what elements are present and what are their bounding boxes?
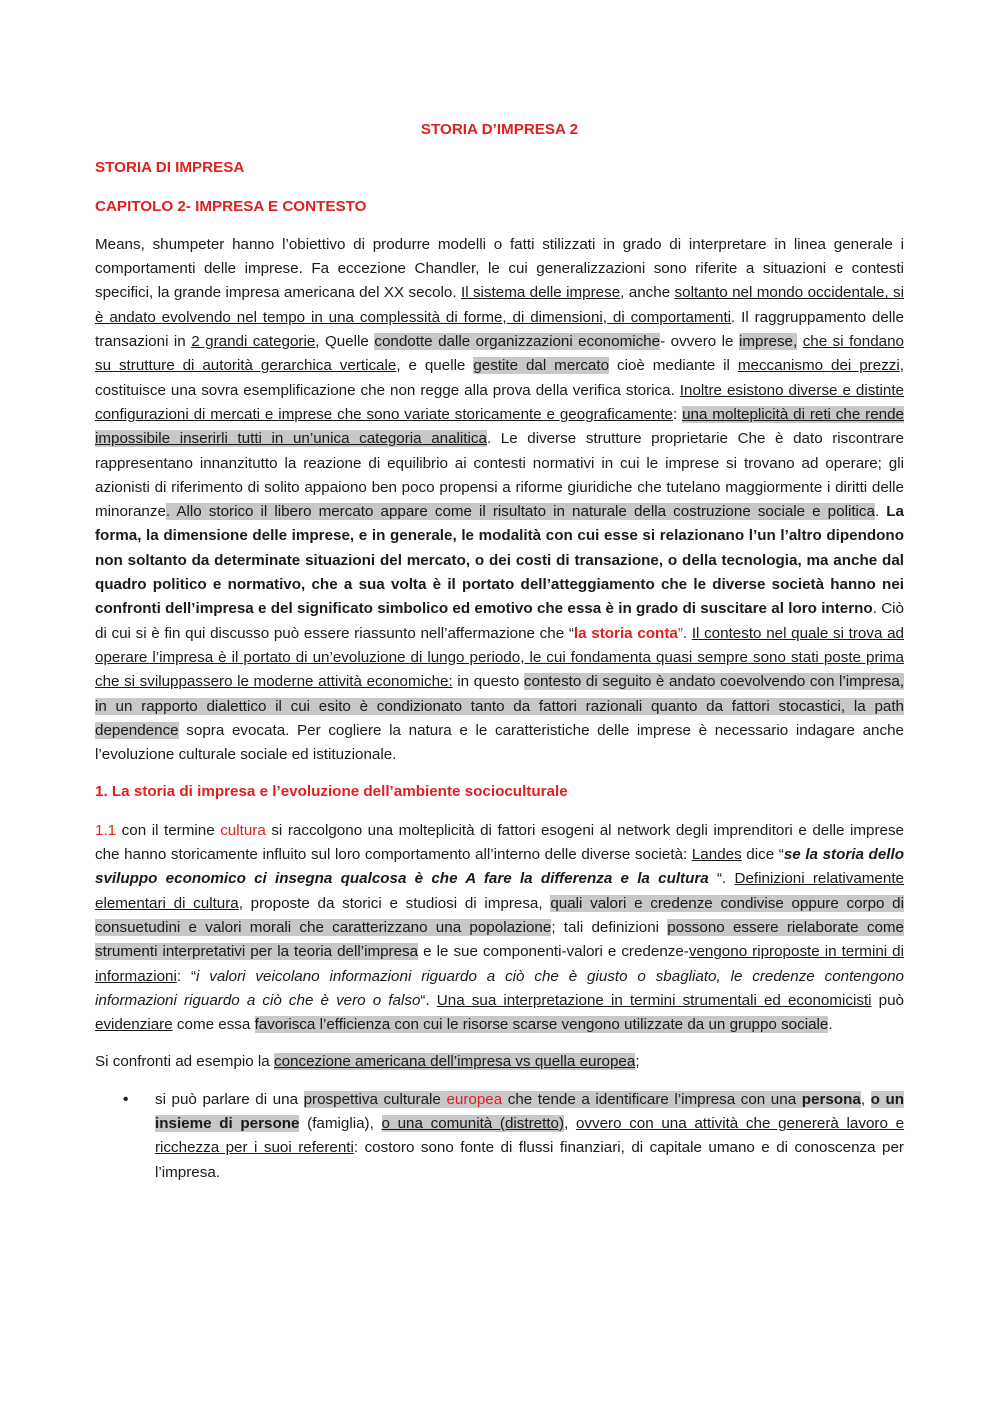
text-run: . Ciò di cui si è fin qui discusso può essere riassunto nell’affermazione che “ <box>95 600 904 642</box>
highlighted-bold-text: persona <box>801 1090 861 1108</box>
paragraph-intro <box>95 233 904 768</box>
text-run: : “ <box>176 967 197 985</box>
text-run: e le sue componenti-valori e credenze- <box>418 943 689 961</box>
text-run: in questo <box>452 673 524 691</box>
text-run: si può parlare di una <box>155 1090 304 1108</box>
underlined-text: Landes <box>691 846 742 864</box>
underlined-text: Inoltre esistono diverse e distinte configurazioni di mercati e imprese che sono variate storicamente e geograficamente <box>95 381 904 423</box>
text-run: : <box>673 405 683 423</box>
underlined-text: che si fondano su strutture di autorità gerarchica verticale <box>95 333 904 375</box>
underlined-text: evidenziare <box>95 1016 173 1034</box>
text-run: dice “ <box>741 846 784 864</box>
red-bold-text: la storia conta <box>573 624 678 642</box>
red-text: cultura <box>220 821 266 839</box>
text-run: , <box>860 1090 871 1108</box>
highlighted-text: contesto di seguito è andato coevolvendo con l’impresa, in un rapporto dialettico il cui esito è condizionato tanto da fattori razionali quanto da fattori stocastici, la path dependence <box>95 673 904 739</box>
text-run: con il termine <box>116 821 221 839</box>
text-run: “. <box>420 991 437 1009</box>
red-quote-mark: ” <box>677 624 683 642</box>
text-run: . <box>874 503 887 521</box>
highlighted-text: imprese, <box>738 333 798 351</box>
underlined-text: ovvero con una attività che genererà lavoro e ricchezza per i suoi referenti <box>155 1114 905 1157</box>
text-run: , Quelle <box>315 333 375 351</box>
section-heading-1: 1. La storia di impresa e l’evoluzione dell’ambiente socioculturale <box>95 783 568 801</box>
highlighted-text: condotte dalle organizzazioni economiche <box>374 333 661 351</box>
text-run: proposte da storici e studiosi di impresa, <box>242 894 551 912</box>
bold-text: La forma, la dimensione delle imprese, e in generale, le modalità con cui esse si relazionano l’un l’altro dipendono non soltanto da determinate situazioni del mercato, o dei costi di transazione, o della tecnologia, ma anche dal quadro politico e normativo, che a sua volta è il portato dell’atteggiamento che le diverse società hanno nei confronti dell’impresa e del significato simbolico ed emotivo che essa è in grado di suscitare al loro interno <box>95 503 904 618</box>
text-run: : costoro sono fonte di flussi finanziari, di capitale umano e di conoscenza per l’impresa. <box>155 1139 904 1181</box>
text-run: si raccolgono una molteplicità di fattori esogeni al network degli imprenditori e delle imprese che hanno storicamente influito sul loro comportamento all’interno delle diverse società: <box>95 821 904 864</box>
highlighted-text: . Allo storico il libero mercato appare come il risultato in naturale della costruzione sociale e politica <box>165 503 875 521</box>
highlighted-text: gestite dal mercato <box>473 357 610 375</box>
highlighted-underlined-text: o una comunità (distretto) <box>381 1114 565 1132</box>
text-run: (famiglia), <box>299 1114 382 1132</box>
paragraph-cultura <box>95 819 904 1038</box>
underlined-text: soltanto nel mondo occidentale, si è andato evolvendo nel tempo in una complessità di forme, di dimensioni, di comportamenti <box>95 284 904 326</box>
text-run: “. <box>708 870 735 888</box>
highlighted-underlined-text: una molteplicità di reti che rende impossibile inserirli tutti in un’unica categoria analitica <box>95 405 904 448</box>
text-run: - ovvero le <box>660 333 739 351</box>
italic-quote: i valori veicolano informazioni riguardo a ciò che è giusto o sbagliato, le credenze contengono informazioni riguardo a ciò che è vero o falso <box>95 967 904 1009</box>
text-run: sopra evocata. Per cogliere la natura e le caratteristiche delle imprese è necessario indagare anche l’evoluzione culturale sociale ed istituzionale. <box>95 721 904 764</box>
underlined-text: Una sua interpretazione in termini strumentali ed economicisti <box>436 991 872 1009</box>
underlined-text: Il sistema delle imprese <box>460 284 621 302</box>
highlighted-underlined-text: concezione americana dell’impresa vs quella europea <box>273 1053 636 1071</box>
underlined-text: Definizioni relativamente elementari di cultura, <box>95 870 904 912</box>
text-run: . Le diverse strutture proprietarie Che è dato riscontrare rappresentano innanzitutto la reazione di equilibrio ai contesti normativi in cui le imprese si trovano ad operare; gli azionisti di riferimento di solito appaiono ben poco propensi a riforme giuridiche che tutelano maggiormente i diritti delle minoranze <box>95 430 904 521</box>
underlined-text: meccanismo dei prezzi <box>737 357 900 375</box>
underlined-text: Il contesto nel quale si trova ad operare l’impresa è il portato di un’evoluzione di lungo periodo, le cui fondamenta quasi sempre sono stati poste prima che si sviluppassero le moderne attività economiche: <box>95 624 904 691</box>
bullet-list <box>95 1088 904 1185</box>
text-run: , costituisce una sovra esemplificazione che non regge alla prova della verifica storica. <box>95 357 904 399</box>
underlined-text: vengono riproposte in termini di informazioni <box>95 943 904 985</box>
highlighted-text: quali valori e credenze condivise oppure corpo di consuetudini e valori morali che caratterizzano una popolazione <box>95 894 905 936</box>
highlighted-text: che tende a identificare l’impresa con una <box>502 1090 802 1108</box>
highlighted-text: possono essere rielaborate come strumenti interpretativi per la teoria dell’impresa <box>95 918 904 961</box>
section-number: 1.1 <box>95 821 117 839</box>
text-run: . <box>682 624 692 642</box>
text-run: può <box>871 991 905 1009</box>
list-item <box>123 1088 905 1185</box>
underlined-text: 2 grandi categorie <box>191 333 316 351</box>
heading-capitolo-2: CAPITOLO 2- IMPRESA E CONTESTO <box>95 197 367 215</box>
text-run: come essa <box>172 1016 255 1034</box>
heading-storia-di-impresa: STORIA DI IMPRESA <box>95 159 245 177</box>
text-run: . <box>828 1016 833 1034</box>
highlighted-text: prospettiva culturale <box>303 1090 447 1108</box>
text-run: Means, shumpeter hanno l’obiettivo di produrre modelli o fatti stilizzati in grado di interpretare in linea generale i comportamenti delle imprese. Fa eccezione Chandler, le cui generalizzazioni sono riferite a situazioni e contesti specifici, la grande impresa americana del XX secolo. <box>95 235 904 302</box>
document-title: STORIA D’IMPRESA 2 <box>420 121 579 138</box>
text-run: ; tali definizioni <box>551 918 668 936</box>
text-run: . Il raggruppamento delle transazioni in <box>95 308 905 351</box>
bold-italic-quote: se la storia dello sviluppo economico ci insegna qualcosa è che A fare la differenza e la cultura <box>95 846 904 888</box>
text-run: , e quelle <box>396 357 474 375</box>
text-run: , anche <box>620 284 675 302</box>
paragraph-confronto <box>95 1050 904 1074</box>
text-run: cioè mediante il <box>609 357 738 375</box>
text-run: ; <box>635 1053 640 1071</box>
text-run: Si confronti ad esempio la <box>95 1053 274 1071</box>
document-page <box>95 118 904 1185</box>
highlighted-bold-text: o un insieme di persone <box>155 1090 905 1132</box>
highlighted-text: favorisca l’efficienza con cui le risorse scarse vengono utilizzate da un gruppo sociale <box>254 1016 829 1034</box>
bullet-icon: • <box>123 1090 129 1108</box>
text-run: , <box>564 1114 576 1132</box>
highlighted-red-text: europea <box>446 1090 503 1108</box>
